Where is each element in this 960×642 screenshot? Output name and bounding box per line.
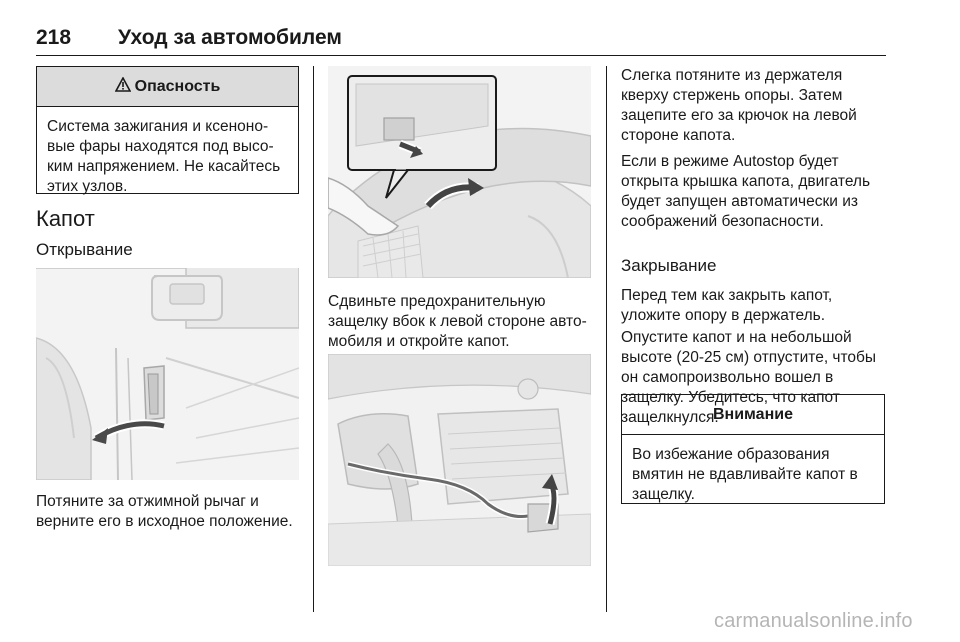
notice-line: Во избежание образования xyxy=(632,446,830,463)
paragraph-line: уложите опору в держатель. xyxy=(621,307,826,324)
paragraph-line: будет запущен автоматически из xyxy=(621,193,858,210)
section-title: Капот xyxy=(36,206,95,231)
paragraph-support-rod xyxy=(621,66,891,146)
caption-line: Сдвиньте предохранительную xyxy=(328,293,546,310)
notice-box xyxy=(621,394,885,504)
danger-title: Опасность xyxy=(134,77,221,95)
paragraph-line: Опустите капот и на небольшой xyxy=(621,329,852,346)
paragraph-line: открыта крышка капота, двигатель xyxy=(621,173,871,190)
paragraph-line: он самопроизвольно вошел в xyxy=(621,369,834,386)
paragraph-autostop xyxy=(621,152,891,232)
paragraph-line: защелкнулся. xyxy=(621,409,719,426)
paragraph-line: Если в режиме Autostop будет xyxy=(621,153,839,170)
danger-text xyxy=(37,107,298,207)
notice-line: защелку. xyxy=(632,486,695,503)
notice-box-header xyxy=(622,395,884,435)
column-divider-2 xyxy=(606,66,607,612)
watermark: carmanualsonline.info xyxy=(714,610,913,632)
caption-line: верните его в исходное положение. xyxy=(36,513,293,530)
subsection-title-closing: Закрывание xyxy=(621,256,717,275)
paragraph-line: Перед тем как закрыть капот, xyxy=(621,287,833,304)
paragraph-line: кверху стержень опоры. Затем xyxy=(621,87,843,104)
caption-safety-catch xyxy=(328,292,598,352)
danger-box-header xyxy=(37,67,298,107)
caption-line: защелку вбок к левой стороне авто- xyxy=(328,313,587,330)
page-number: 218 xyxy=(36,26,72,49)
hood-release-lever-illustration xyxy=(36,268,299,480)
hood-support-rod-illustration xyxy=(328,354,591,566)
page-title: Уход за автомобилем xyxy=(118,26,342,49)
paragraph-line: стороне капота. xyxy=(621,127,736,144)
danger-line: Система зажигания и ксеноно- xyxy=(47,118,269,135)
paragraph-line: защелку. Убедитесь, что капот xyxy=(621,389,840,406)
caption-lever xyxy=(36,492,306,532)
warning-triangle-icon xyxy=(115,77,131,97)
danger-box xyxy=(36,66,299,194)
notice-line: вмятин не вдавливайте капот в xyxy=(632,466,858,483)
danger-line: ким напряжением. Не касайтесь xyxy=(47,158,281,175)
notice-title: Внимание xyxy=(713,405,793,423)
paragraph-line: соображений безопасности. xyxy=(621,213,824,230)
notice-text xyxy=(622,435,884,515)
subsection-title-opening: Открывание xyxy=(36,240,133,259)
column-divider-1 xyxy=(313,66,314,612)
paragraph-line: высоте (20-25 см) отпустите, чтобы xyxy=(621,349,877,366)
page-header xyxy=(36,26,886,56)
caption-line: Потяните за отжимной рычаг и xyxy=(36,493,259,510)
paragraph-line: Слегка потяните из держателя xyxy=(621,67,843,84)
danger-line: вые фары находятся под высо- xyxy=(47,138,274,155)
danger-line: этих узлов. xyxy=(47,178,128,195)
hood-safety-catch-illustration xyxy=(328,66,591,278)
paragraph-before-closing xyxy=(621,286,891,326)
paragraph-line: зацепите его за крючок на левой xyxy=(621,107,857,124)
caption-line: мобиля и откройте капот. xyxy=(328,333,510,350)
